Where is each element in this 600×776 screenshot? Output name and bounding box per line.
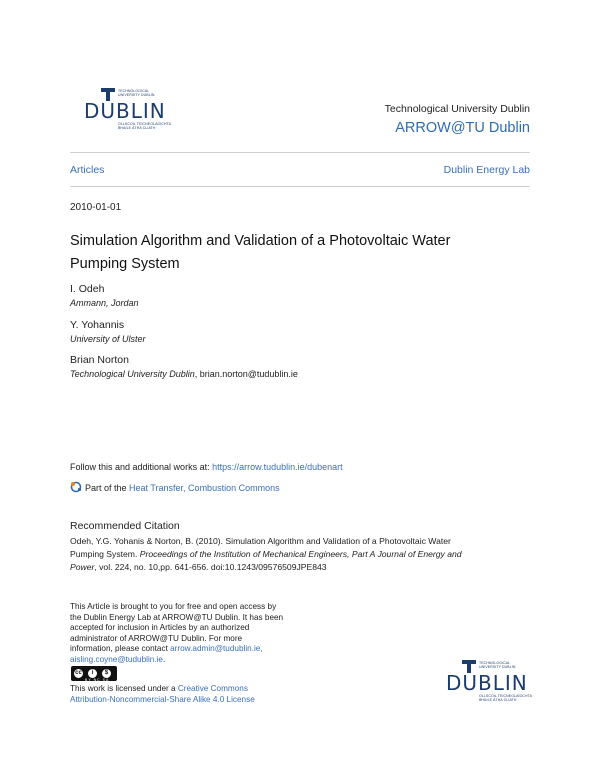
author-affiliation: Technological University Dublin [70,369,195,379]
logo-small-text-irish: OLLSCOIL TEICNEOLAÍOCHTA BHAILE ÁTHA CLIATH [479,694,533,702]
divider-top [70,152,530,153]
part-of-line [70,481,280,493]
author-email: , brian.norton@tudublin.ie [194,369,298,379]
cc-link[interactable]: Creative Commons [177,684,248,693]
tu-dublin-logo [84,88,172,136]
author-affiliation-line [70,369,298,379]
repository-link[interactable]: ARROW@TU Dublin [395,120,530,136]
publication-date: 2010-01-01 [70,202,122,213]
nc-sa-icon: $ [101,668,112,679]
article-title[interactable]: Simulation Algorithm and Validation of a Photovoltaic Water Pumping System [70,233,451,272]
cc-badge-text: BY NC SA [85,678,110,682]
logo-small-text: TECHNOLOGICAL UNIVERSITY DUBLIN [118,89,155,97]
institution-name: Technological University Dublin [384,103,530,115]
by-icon: i [87,668,98,679]
contact-email-link-2[interactable]: aisling.coyne@tudublin.ie [70,654,163,664]
follow-text: Follow this and additional works at: [70,462,213,472]
author-name[interactable]: I. Odeh [70,283,105,295]
logo-wordmark: DUBLIN [446,671,528,695]
commons-link[interactable]: Heat Transfer, Combustion Commons [129,483,280,493]
nav-articles-link[interactable]: Articles [70,164,105,176]
author-name[interactable]: Y. Yohannis [70,319,125,331]
citation-heading: Recommended Citation [70,520,180,532]
logo-wordmark: DUBLIN [84,99,166,123]
logo-small-text: TECHNOLOGICAL UNIVERSITY DUBLIN [479,661,516,669]
author-affiliation: University of Ulster [70,334,146,344]
license-text: This work is licensed under a Creative Commons Attribution-Noncommercial-Share Alike 4.0 License [70,684,330,705]
author-block [70,283,139,308]
author-name[interactable]: Brian Norton [70,354,129,366]
follow-url-link[interactable]: https://arrow.tudublin.ie/dubenart [212,462,343,472]
follow-line [70,462,343,472]
author-affiliation: Ammann, Jordan [70,298,139,308]
divider-nav [70,186,530,187]
part-of-prefix: Part of the [85,483,130,493]
network-icon [70,481,82,493]
logo-small-text-irish: OLLSCOIL TEICNEOLAÍOCHTA BHAILE ÁTHA CLIATH [118,122,172,130]
tu-dublin-logo-footer [446,660,533,706]
cc-icon: cc [73,668,84,679]
contact-email-link[interactable]: arrow.admin@tudublin.ie, [170,644,263,653]
access-notice: This Article is brought to you for free and open access by the Dublin Energy Lab at ARROW@TU Dublin. It has been accepted for inclusion in Articles by an authorized administrator of ARROW@TU Dublin. For more information, please contact arrow.admin@tudublin.ie, aisling.coyne@tudublin.ie. [70,602,284,664]
nav-dublin-energy-lab-link[interactable]: Dublin Energy Lab [443,164,530,176]
citation-text: Odeh, Y.G. Yohanis & Norton, B. (2010). Simulation Algorithm and Validation of a Photovoltaic Water Pumping System. Proceedings of the Institution of Mechanical Engineers, Part A Journal of Energy and Power, vol. 224, no. 10,pp. 641-656. doi:10.1243/09576509JPE843 [70,536,462,572]
cc-license-badge[interactable] [71,666,117,681]
author-block [70,319,146,344]
cc-license-link[interactable]: Attribution-Noncommercial-Share Alike 4.0 License [70,694,255,704]
author-block [70,354,298,379]
